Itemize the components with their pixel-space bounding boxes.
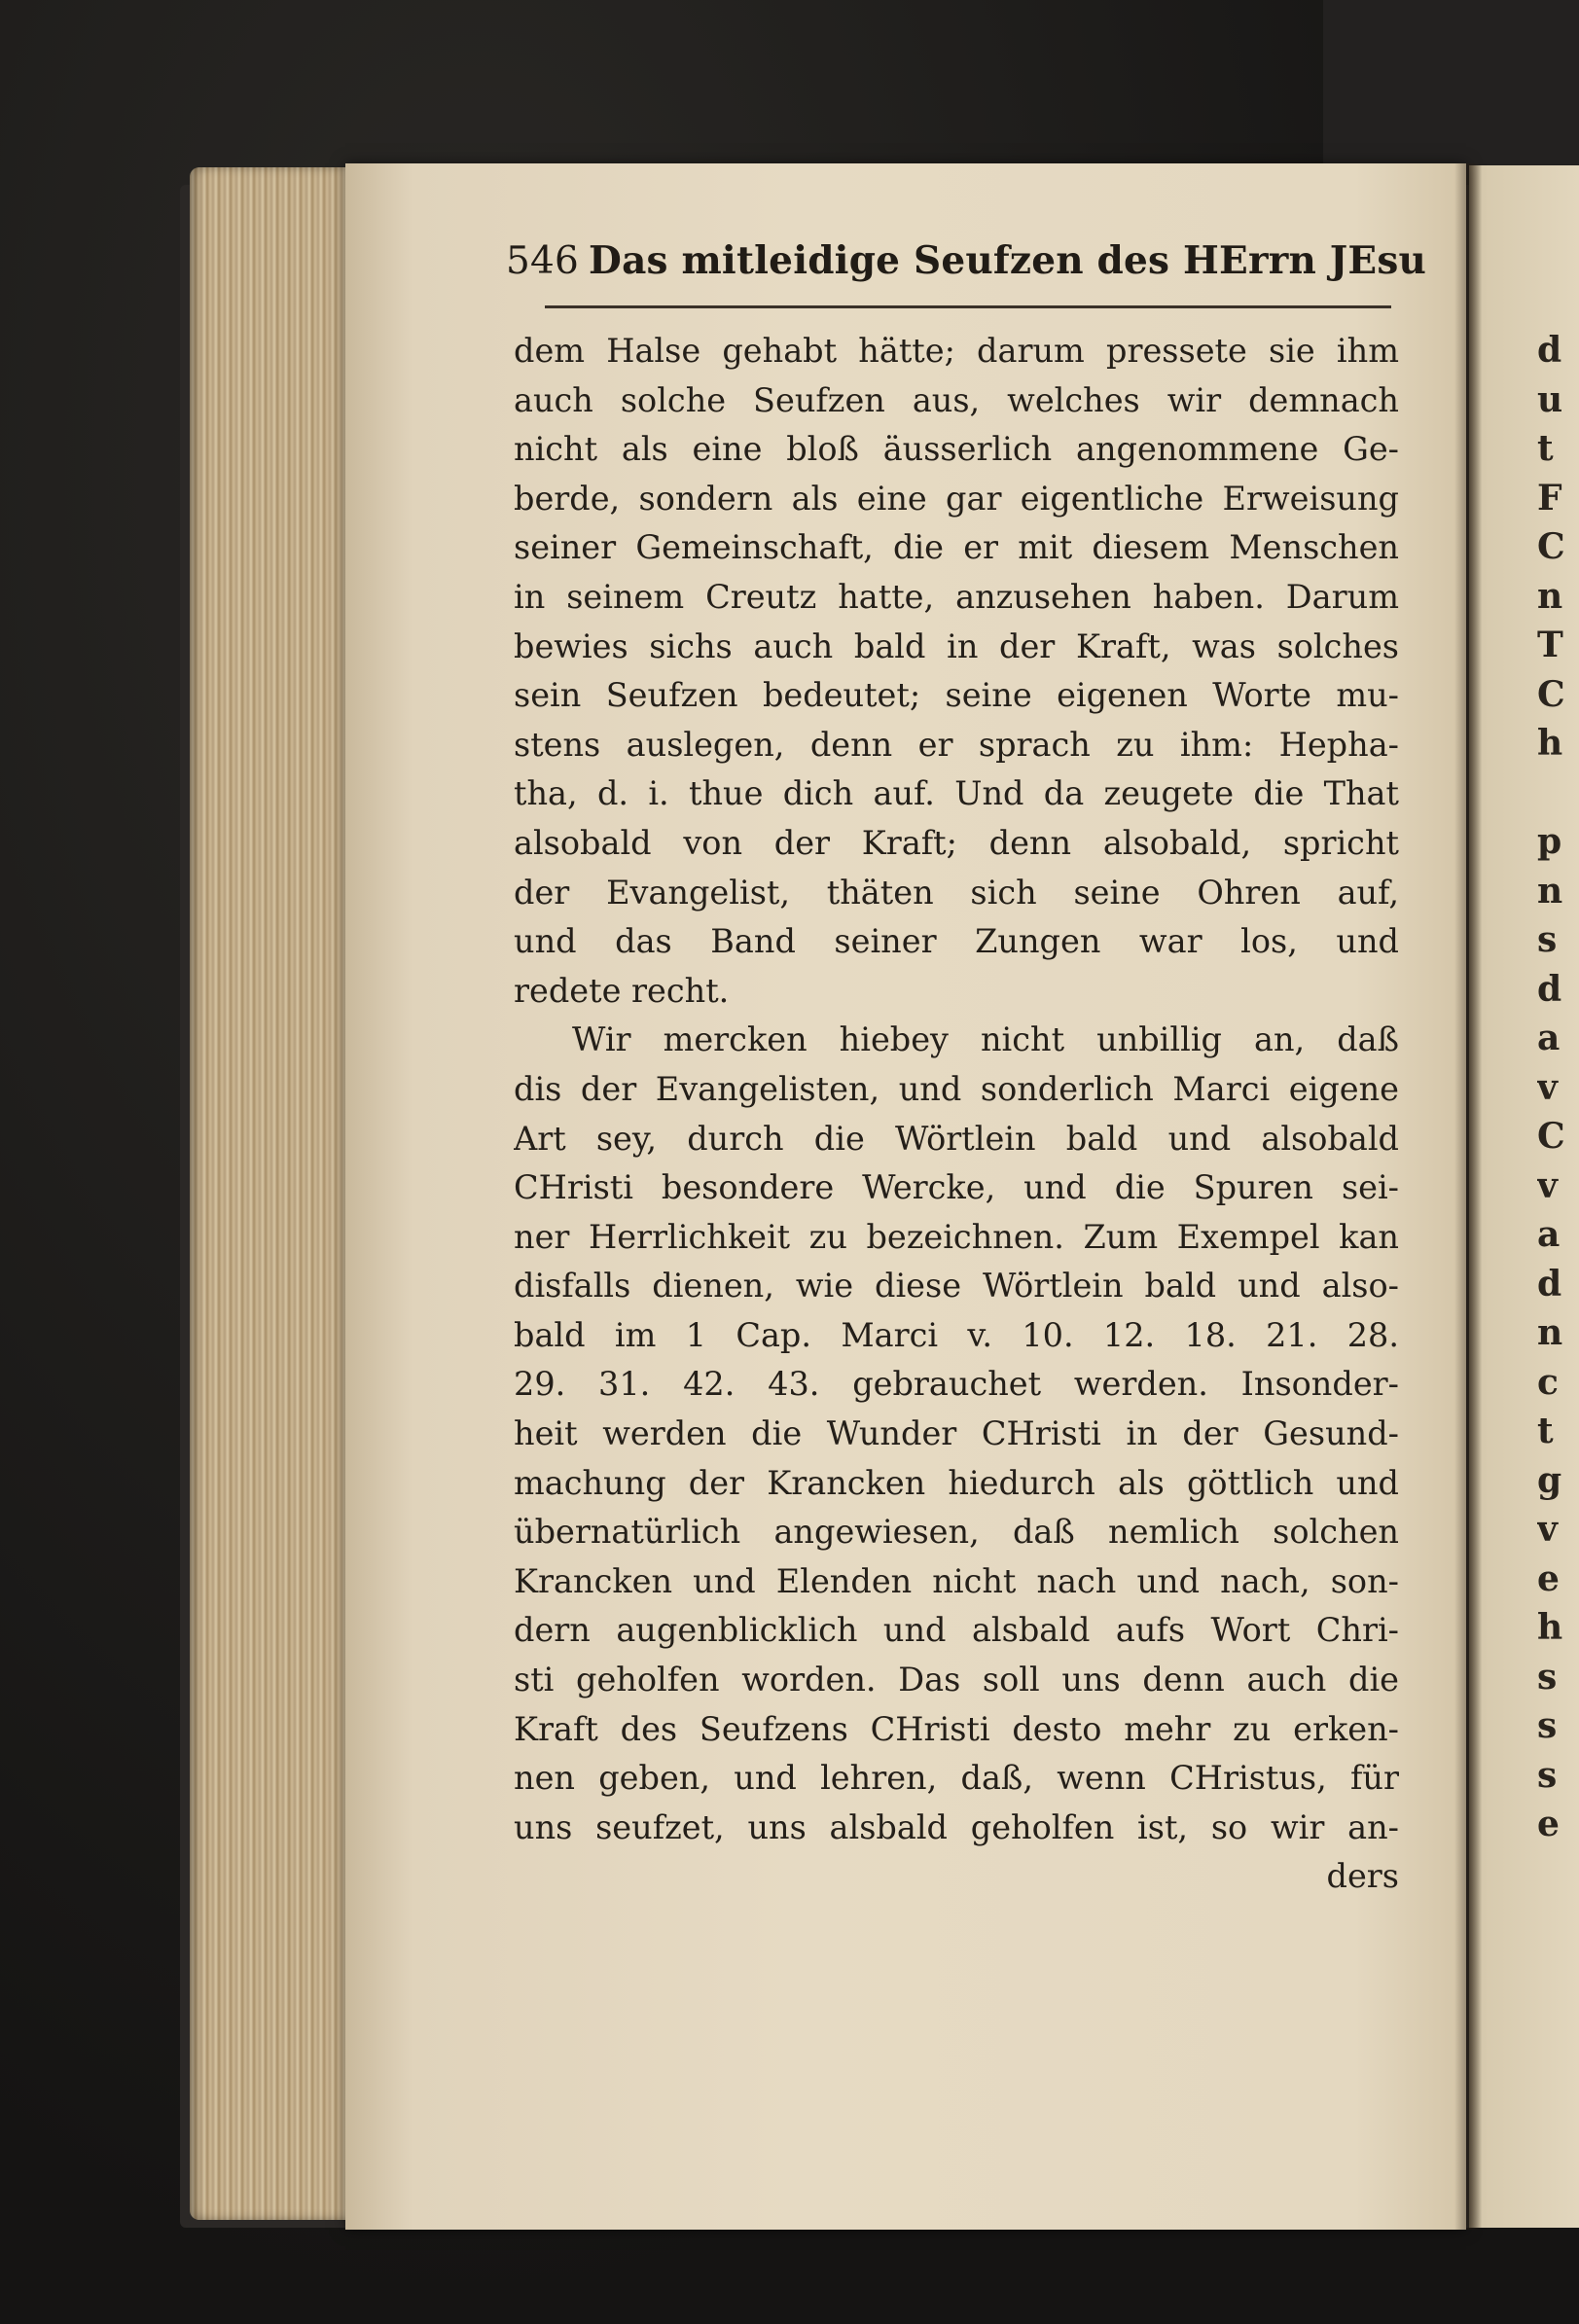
text-line: heit werden die Wunder CHristi in der Gesund- (514, 1414, 1399, 1453)
facing-line: d (1537, 968, 1562, 1010)
facing-line: h (1537, 723, 1563, 764)
facing-line: a (1537, 1018, 1561, 1058)
text-line: dern augenblicklich und alsbald aufs Wort Chri- (514, 1611, 1399, 1650)
facing-line: d (1537, 1263, 1562, 1305)
text-line: bewies sichs auch bald in der Kraft, was solches (514, 626, 1399, 665)
text-line: machung der Krancken hiedurch als göttlich und (514, 1463, 1399, 1502)
text-line: sein Seufzen bedeutet; seine eigenen Worte mu- (514, 676, 1399, 715)
facing-line: a (1537, 1214, 1561, 1255)
text-line: und das Band seiner Zungen war los, und (514, 922, 1399, 961)
facing-line: t (1537, 428, 1554, 469)
facing-line: v (1537, 1509, 1558, 1550)
facing-line: t (1537, 1411, 1554, 1451)
text-line: der Evangelist, thäten sich seine Ohren auf, (514, 873, 1399, 912)
text-line: bald im 1 Cap. Marci v. 10. 12. 18. 21. 28. (514, 1315, 1399, 1354)
facing-line: d (1537, 330, 1562, 371)
facing-line: p (1537, 821, 1562, 862)
text-line: in seinem Creutz hatte, anzusehen haben. Darum (514, 577, 1399, 616)
facing-line: v (1537, 1066, 1558, 1108)
text-line: seiner Gemeinschaft, die er mit diesem Menschen (514, 528, 1399, 567)
text-line: Krancken und Elenden nicht nach und nach, son- (514, 1561, 1399, 1600)
text-line: ner Herrlichkeit zu bezeichnen. Zum Exempel kan (514, 1217, 1399, 1256)
book-cover-corner (1323, 0, 1579, 185)
text-line: nen geben, und lehren, daß, wenn CHristus, für (514, 1759, 1399, 1798)
text-line: Kraft des Seufzens CHristi desto mehr zu erken- (514, 1709, 1399, 1748)
facing-line: n (1537, 870, 1563, 912)
facing-line: s (1537, 1656, 1558, 1698)
text-line: dem Halse gehabt hätte; darum pressete sie ihm (514, 332, 1399, 370)
text-line: redete recht. (514, 971, 730, 1010)
facing-line: C (1537, 673, 1565, 715)
facing-line: g (1537, 1459, 1562, 1501)
catchword: ders (1326, 1857, 1399, 1896)
paragraph-start-line: Wir mercken hiebey nicht unbillig an, daß (572, 1020, 1399, 1059)
text-line: disfalls dienen, wie diese Wörtlein bald und also- (514, 1267, 1399, 1305)
facing-line: s (1537, 1705, 1558, 1746)
facing-line: u (1537, 378, 1563, 420)
text-line: berde, sondern als eine gar eigentliche Erweisung (514, 479, 1399, 518)
facing-line: C (1537, 526, 1565, 567)
facing-line: C (1537, 1116, 1565, 1157)
text-line: nicht als eine bloß äusserlich angenommene Ge- (514, 430, 1399, 469)
text-line: tha, d. i. thue dich auf. Und da zeugete die That (514, 774, 1399, 813)
facing-page-text (1537, 326, 1579, 1849)
facing-line: e (1537, 1557, 1560, 1599)
running-head (506, 238, 1427, 297)
text-line: alsobald von der Kraft; denn alsobald, spricht (514, 823, 1399, 862)
head-rule (545, 305, 1391, 308)
text-line: 29. 31. 42. 43. gebrauchet werden. Insonder- (514, 1365, 1399, 1404)
text-line: auch solche Seufzen aus, welches wir demnach (514, 380, 1399, 419)
text-line: CHristi besondere Wercke, und die Spuren sei- (514, 1168, 1399, 1207)
facing-line: c (1537, 1361, 1559, 1403)
page-number: 546 (506, 239, 580, 283)
text-line: sti geholfen worden. Das soll uns denn auch die (514, 1661, 1399, 1699)
gutter-shadow (1454, 163, 1482, 2230)
text-line: stens auslegen, denn er sprach zu ihm: Hepha- (514, 725, 1399, 764)
text-line: uns seufzet, uns alsbald geholfen ist, so wir an- (514, 1807, 1399, 1846)
facing-line: s (1537, 919, 1558, 960)
page-edges (190, 167, 355, 2220)
text-line: dis der Evangelisten, und sonderlich Marci eigene (514, 1069, 1399, 1108)
facing-line: n (1537, 575, 1563, 617)
text-line: übernatürlich angewiesen, daß nemlich solchen (514, 1513, 1399, 1552)
text-line: Art sey, durch die Wörtlein bald und alsobald (514, 1119, 1399, 1158)
facing-line: T (1537, 625, 1563, 665)
facing-line: h (1537, 1607, 1563, 1648)
body-text (514, 327, 1399, 1902)
facing-line: e (1537, 1804, 1560, 1844)
facing-line: n (1537, 1312, 1563, 1353)
facing-line: F (1537, 477, 1562, 518)
facing-line: s (1537, 1754, 1558, 1796)
running-head-title: Das mitleidige Seufzen des HErrn JEsu (589, 238, 1427, 283)
facing-line (1537, 769, 1579, 818)
facing-line: v (1537, 1164, 1558, 1206)
